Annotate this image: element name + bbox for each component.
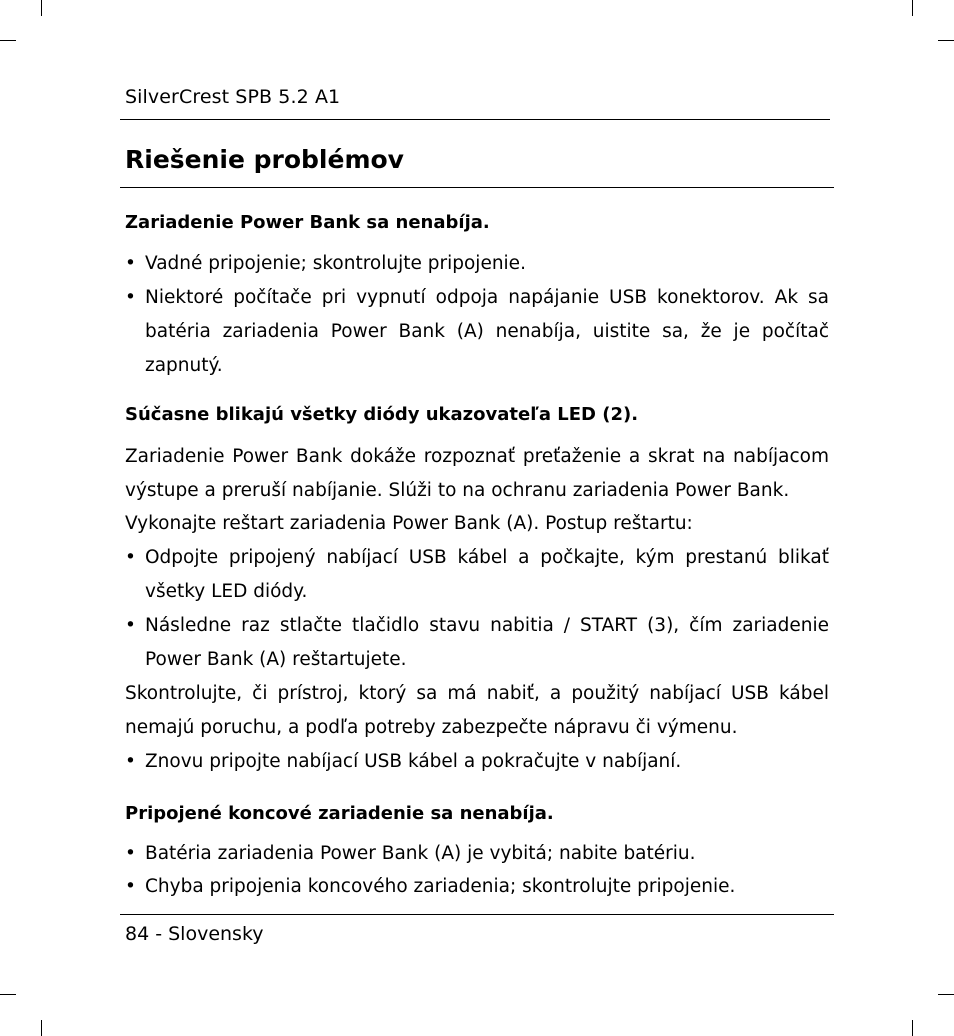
list-item <box>125 609 829 677</box>
crop-mark <box>41 0 42 16</box>
list-item-text: Niektoré počítače pri vypnutí odpoja napájanie USB konektorov. Ak sa batéria zariadenia Power Bank (A) nenabíja, uistite sa, že je počítač zapnutý. <box>145 287 829 376</box>
crop-mark <box>938 40 954 41</box>
section-heading: Zariadenie Power Bank sa nenabíja. <box>125 212 490 233</box>
list-item-text: Znovu pripojte nabíjací USB kábel a pokračujte v nabíjaní. <box>145 751 682 772</box>
crop-mark <box>0 994 16 995</box>
list-item <box>125 745 829 779</box>
bullet-icon: • <box>125 547 136 568</box>
paragraph: Vykonajte reštart zariadenia Power Bank (A). Postup reštartu: <box>125 513 693 534</box>
bullet-icon: • <box>125 287 136 308</box>
list-item-text: Následne raz stlačte tlačidlo stavu nabitia / START (3), čím zariadenie Power Bank (A) reštartujete. <box>145 615 829 670</box>
list-item <box>125 541 829 609</box>
list-item <box>125 281 829 383</box>
footer-rule <box>120 914 834 915</box>
paragraph: Zariadenie Power Bank dokáže rozpoznať preťaženie a skrat na nabíjacom výstupe a preruší nabíjanie. Slúži to na ochranu zariadenia Power Bank. <box>125 446 829 501</box>
crop-mark <box>41 1020 42 1036</box>
section-heading: Súčasne blikajú všetky diódy ukazovateľa LED (2). <box>125 404 639 425</box>
list-item-text: Vadné pripojenie; skontrolujte pripojenie. <box>145 253 526 274</box>
bullet-icon: • <box>125 751 136 772</box>
bullet-icon: • <box>125 615 136 636</box>
section-heading: Pripojené koncové zariadenie sa nenabíja. <box>125 803 554 824</box>
paragraph: Skontrolujte, či prístroj, ktorý sa má nabiť, a použitý nabíjací USB kábel nemajú poruchu, a podľa potreby zabezpečte nápravu či výmenu. <box>125 683 829 738</box>
header-rule <box>120 119 830 120</box>
crop-mark <box>0 40 16 41</box>
list-item <box>125 837 829 871</box>
title-rule <box>120 187 834 188</box>
list-item-text: Odpojte pripojený nabíjací USB kábel a počkajte, kým prestanú blikať všetky LED diódy. <box>145 547 829 602</box>
list-item <box>125 247 829 281</box>
crop-mark <box>912 1020 913 1036</box>
page-title: Riešenie problémov <box>125 145 404 174</box>
bullet-icon: • <box>125 253 136 274</box>
running-header: SilverCrest SPB 5.2 A1 <box>125 86 341 108</box>
list-item-text: Chyba pripojenia koncového zariadenia; skontrolujte pripojenie. <box>145 876 736 897</box>
bullet-icon: • <box>125 876 136 897</box>
page-number: 84 - Slovensky <box>125 923 264 945</box>
bullet-icon: • <box>125 843 136 864</box>
list-item-text: Batéria zariadenia Power Bank (A) je vybitá; nabite batériu. <box>145 843 696 864</box>
crop-mark <box>938 994 954 995</box>
list-item <box>125 870 829 904</box>
crop-mark <box>912 0 913 16</box>
